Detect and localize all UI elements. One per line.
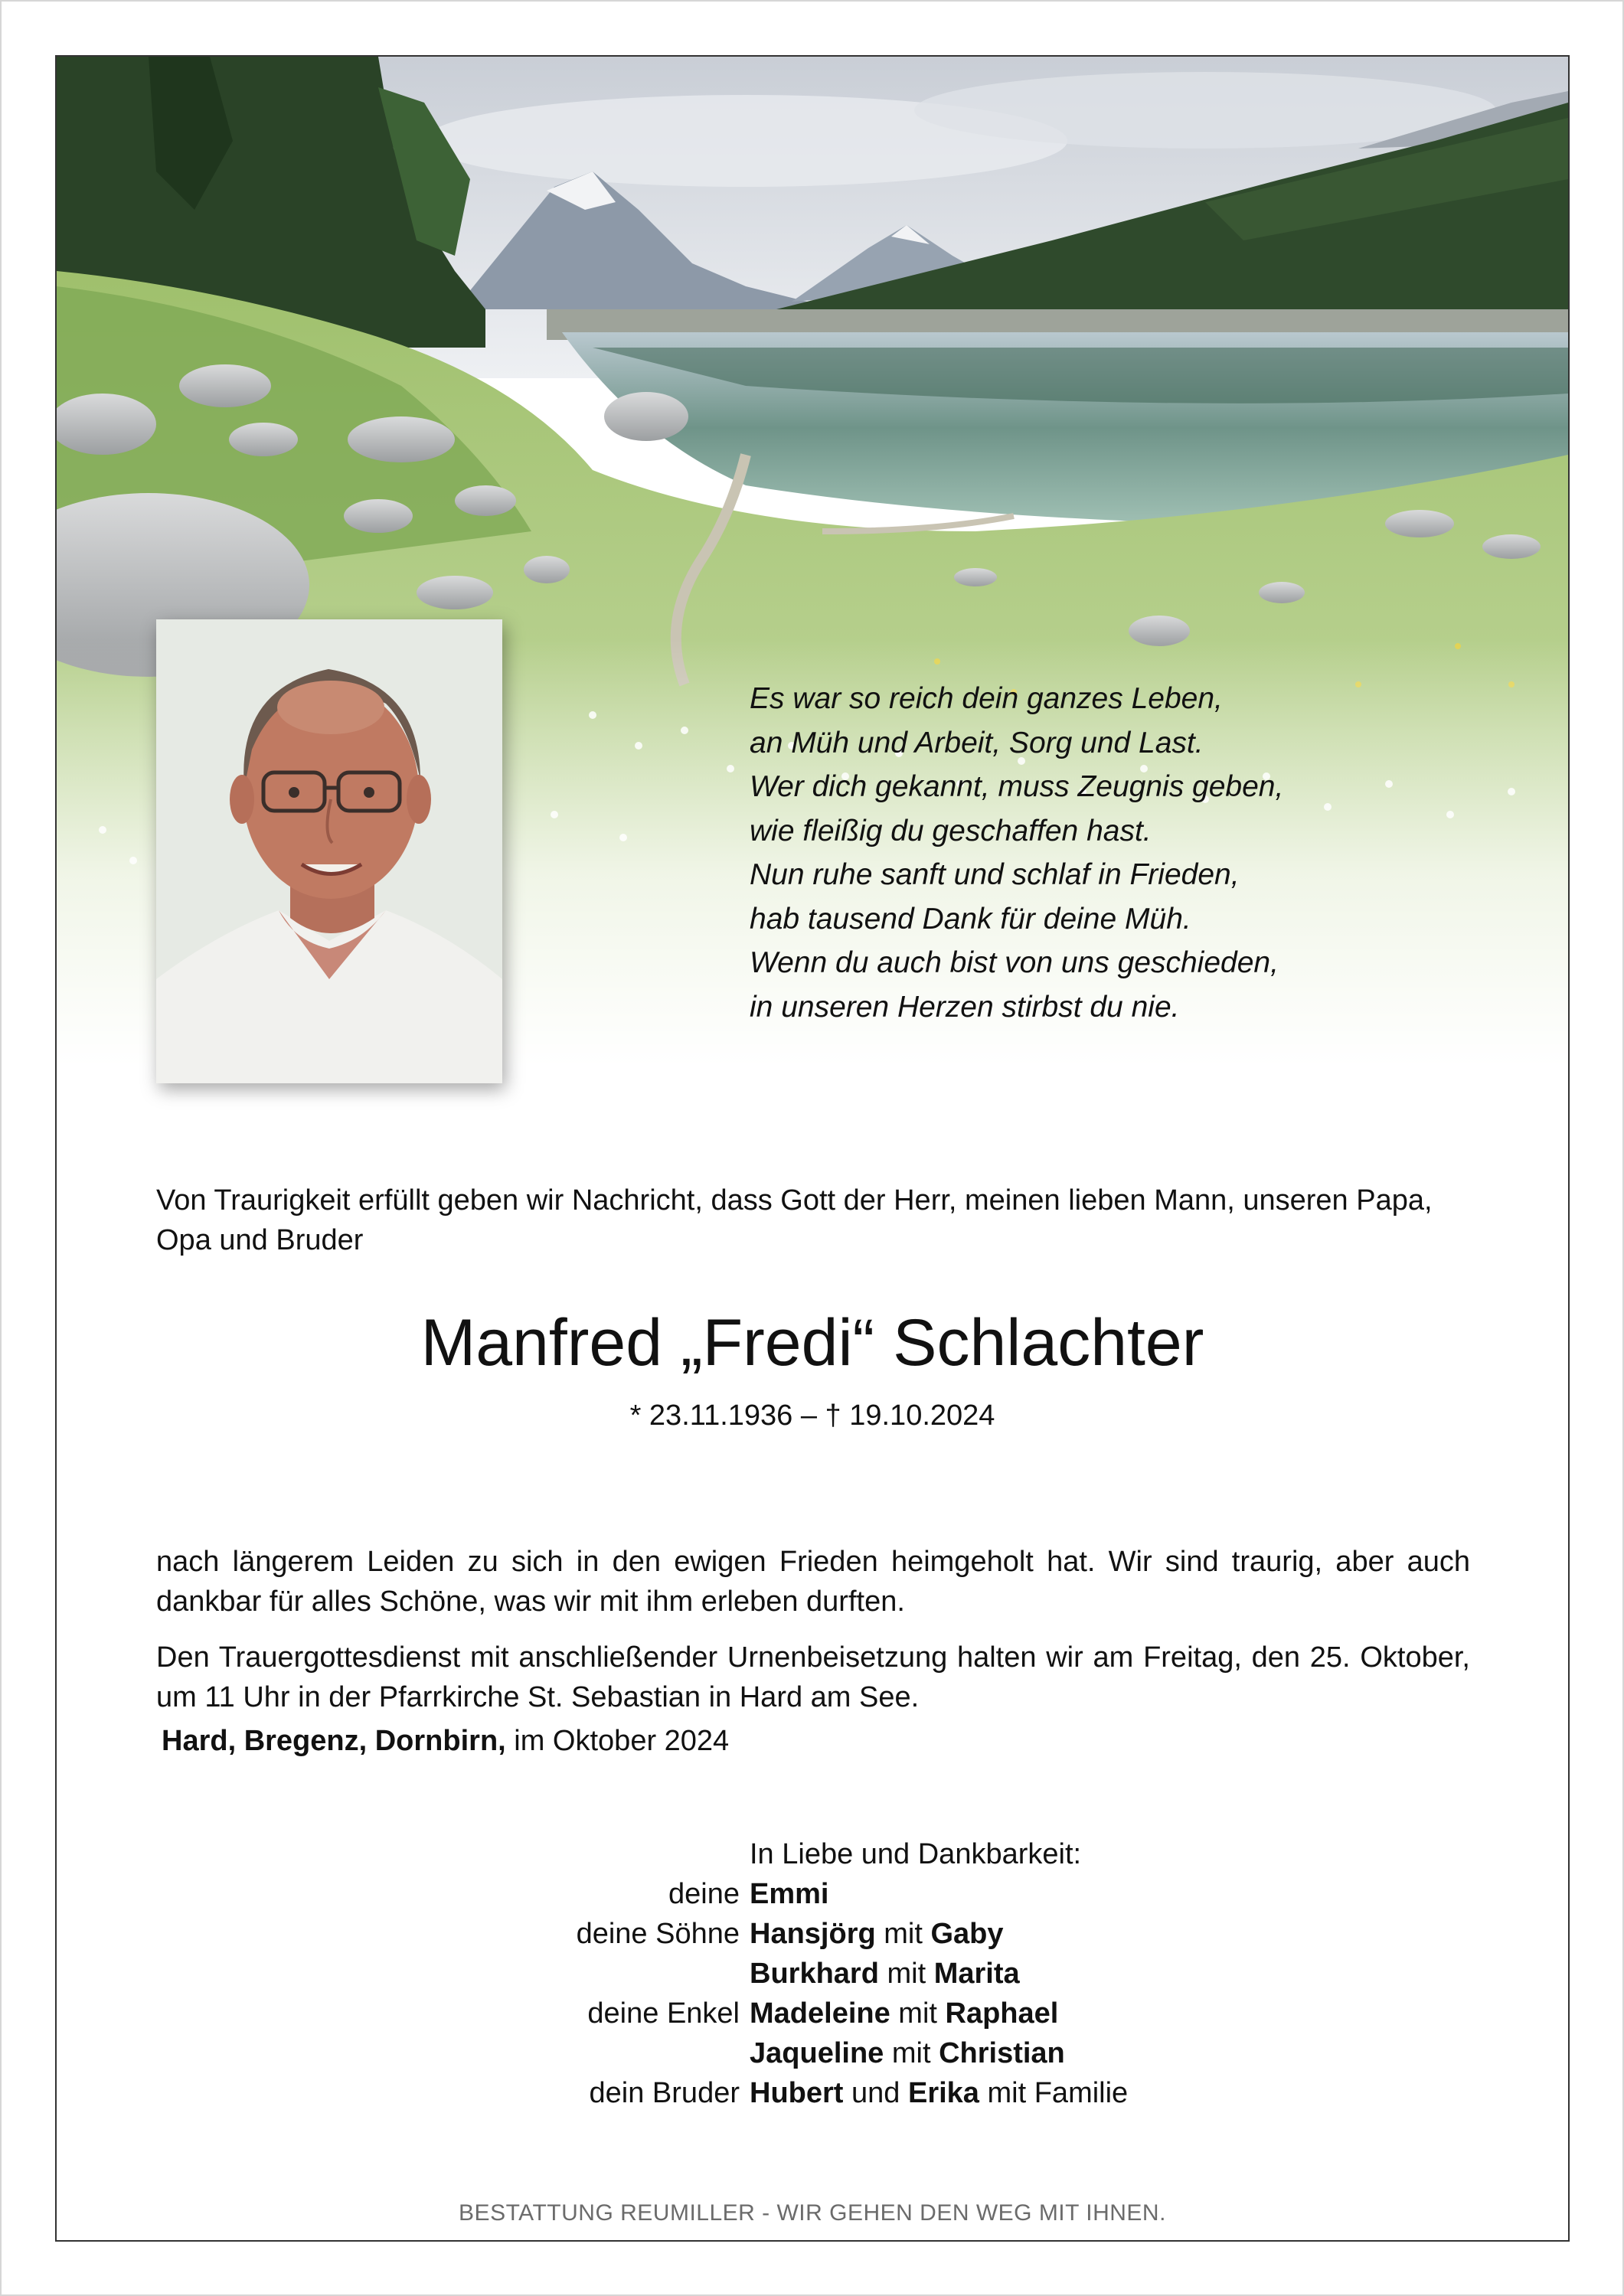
signatory-names: [750, 1994, 1058, 2033]
signatory-name: Erika: [907, 2077, 979, 2109]
announcement-intro: Von Traurigkeit erfüllt geben wir Nachricht, dass Gott der Herr, meinen lieben Mann, unseren Papa, Opa und Bruder: [156, 1184, 1433, 1256]
signatory-row: [57, 1994, 1568, 2033]
signatory-name: Jaqueline: [750, 2037, 884, 2069]
place-towns: Hard, Bregenz, Dornbirn,: [162, 1725, 506, 1757]
poem-line: wie fleißig du geschaffen hast.: [750, 814, 1152, 848]
poem-line: an Müh und Arbeit, Sorg und Last.: [750, 726, 1204, 759]
signatory-relation: deine: [668, 1878, 740, 1910]
signatory-connector: mit: [878, 1958, 934, 1990]
obituary-card: [55, 55, 1570, 2242]
place-date: im Oktober 2024: [505, 1725, 730, 1757]
signatory-names: [750, 1874, 828, 1914]
signatory-name: Emmi: [750, 1878, 829, 1910]
signatory-name: Gaby: [930, 1918, 1004, 1950]
place-and-date: [162, 1721, 729, 1761]
signatory-row: [57, 2033, 1568, 2073]
signatory-name: Madeleine: [750, 1997, 890, 2030]
signatory-names: [750, 1914, 1004, 1954]
signatory-relation: deine Enkel: [587, 1997, 740, 2030]
signatory-connector: mit: [875, 1918, 931, 1950]
poem-line: in unseren Herzen stirbst du nie.: [750, 990, 1180, 1024]
signatory-relation: dein Bruder: [589, 2077, 740, 2109]
life-dates: * 23.11.1936 – † 19.10.2024: [629, 1399, 995, 1432]
funeral-service-paragraph: Den Trauergottesdienst mit anschließender Urnenbeisetzung halten wir am Freitag, den 25. Oktober, um 11 Uhr in der Pfarrkirche St. Sebastian in Hard am See.: [156, 1641, 1470, 1713]
signatory-name: Burkhard: [750, 1958, 879, 1990]
signatory-name: Raphael: [945, 1997, 1059, 2030]
signatory-row: [57, 1914, 1568, 1954]
poem-line: hab tausend Dank für deine Müh.: [750, 902, 1191, 936]
memorial-poem: [750, 677, 1515, 1029]
poem-line: Es war so reich dein ganzes Leben,: [750, 682, 1223, 715]
signatory-row: [57, 1874, 1568, 1914]
poem-line: Wer dich gekannt, muss Zeugnis geben,: [750, 770, 1284, 803]
signatory-name: Hubert: [750, 2077, 844, 2109]
signatory-connector: mit: [890, 1997, 946, 2030]
funeral-home-footer: BESTATTUNG REUMILLER - WIR GEHEN DEN WEG MIT IHNEN.: [459, 2200, 1166, 2226]
signatory-name: Marita: [933, 1958, 1020, 1990]
signatory-names: [750, 1954, 1020, 1994]
signatory-row: [57, 2073, 1568, 2113]
thanks-line: In Liebe und Dankbarkeit:: [750, 1838, 1082, 1870]
signatory-relation: deine Söhne: [576, 1918, 740, 1950]
signatory-connector: mit Familie: [979, 2077, 1129, 2109]
announcement-paragraph: nach längerem Leiden zu sich in den ewigen Frieden heimgeholt hat. Wir sind traurig, aber auch dankbar für alles Schöne, was wir mit ihm erleben durften.: [156, 1546, 1470, 1618]
portrait-photo: [156, 619, 502, 1083]
deceased-name: Manfred „Fredi“ Schlachter: [420, 1306, 1204, 1380]
signatory-names: [750, 2033, 1065, 2073]
signatory-row: [57, 1954, 1568, 1994]
signatory-names: [750, 2073, 1128, 2113]
poem-line: Wenn du auch bist von uns geschieden,: [750, 946, 1279, 979]
poem-line: Nun ruhe sanft und schlaf in Frieden,: [750, 858, 1240, 891]
signatory-connector: mit: [884, 2037, 939, 2069]
signatory-connector: und: [843, 2077, 908, 2109]
signatories-list: [57, 1874, 1568, 2113]
signatory-name: Christian: [939, 2037, 1065, 2069]
signatory-name: Hansjörg: [750, 1918, 876, 1950]
